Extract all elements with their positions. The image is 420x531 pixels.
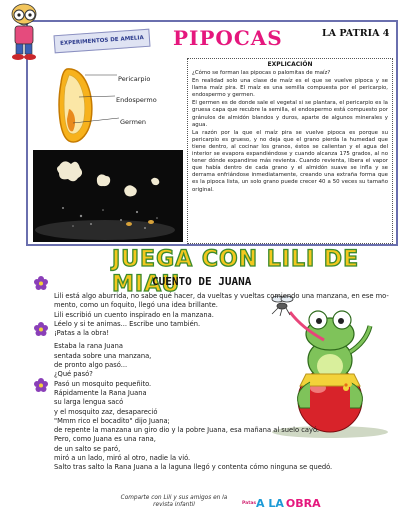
explanation-paragraph: ¿Cómo se forman las pipocas o palomitas de maíz? (192, 70, 331, 76)
story-line: de pronto algo pasó... (54, 361, 128, 370)
story-text (54, 292, 399, 473)
story-line: Lili está algo aburrida, no sabe qué hacer, da vueltas y vueltas comiendo una manzana, en ese mo- (54, 292, 389, 300)
story-line: Pasó un mosquito pequeñito. (54, 379, 152, 388)
story-line: Pero, como Juana es una rana, (54, 435, 156, 444)
flower-icon (34, 378, 48, 392)
flower-icon (34, 276, 48, 290)
story-line: su larga lengua sacó (54, 398, 124, 407)
story-line: sentada sobre una manzana, (54, 351, 152, 360)
story-line: Léelo y si te animas... Escribe uno también. (54, 319, 201, 328)
mascot-illustration (4, 2, 44, 64)
corn-kernel-diagram (55, 65, 173, 147)
story-line: de repente la manzana un giro dio y la pobre Juana, esa mañana al suelo cayó. (54, 426, 320, 435)
logo-text-a: A LA (256, 496, 284, 510)
logo-small-text: Patas (242, 500, 257, 506)
explanation-box (187, 58, 393, 244)
label-endospermo: Endospermo (116, 96, 157, 104)
story-line: Lili escribió un cuento inspirado en la manzana. (54, 310, 214, 319)
popcorn-photo (33, 150, 183, 242)
label-pericarpio: Pericarpio (118, 75, 151, 83)
explanation-heading: EXPLICACIÓN (267, 61, 313, 68)
story-line: Rápidamente la Rana Juana (54, 388, 147, 397)
story-line: mento, como un foquito, llegó una idea brillante. (54, 301, 218, 310)
flower-icon (34, 322, 48, 336)
story-line: "Mmm rico el bocadito" dijo Juana; (54, 416, 170, 425)
story-line: ¡Patas a la obra! (54, 329, 110, 338)
story-line: Salto tras salto la Rana Juana a la laguna llegó y contenta cómo ninguna se quedó. (54, 463, 333, 472)
explanation-paragraph: La razón por la que el maíz pira se vuelve pipoca es porque su pericarpio es grueso, y no deja que el grano pierda la humedad que tiene dentro, al cocinar los granos, éstos se calientan y el agua del interior se evapora expandiéndose y cuando alcanza 175 grados, al no tener dónde expandirse más revienta. Cuando revienta, libera el vapor que había dentro de cada grano y el almidón suave se infla y se derrama enfriándose inmediatamente, creando una extraña forma que es la pipoca lista, un solo grano puede crecer 40 a 50 veces su tamaño original. (192, 129, 388, 193)
story-title: CUENTO DE JUANA (152, 275, 252, 288)
patas-a-la-obra-logo (242, 496, 321, 510)
experiment-tag: EXPERIMENTOS DE AMELIA (53, 29, 150, 54)
story-line: Estaba la rana Juana (54, 342, 123, 351)
explanation-paragraph: En realidad solo una clase de maíz es el que se vuelve pipoca y se llama maíz pira. El maíz es una semilla compuesta por el pericarpio, endospermo y germen. (192, 78, 388, 99)
logo-text-b: OBRA (285, 496, 321, 510)
story-line: ¿Qué pasó? (54, 370, 93, 379)
page-title: PIPOCAS (173, 26, 283, 50)
issue-label: LA PATRIA 4 (322, 28, 390, 39)
explanation-paragraph: El germen es de donde sale el vegetal si se plantara, el pericarpio es la gruesa capa que recubre la semilla, el endospermo está compuesto por gránulos de almidón blandos y duros, aparte de algunos minerales y agua. (192, 100, 388, 128)
section-title: JUEGA CON LILI DE MIAU (112, 247, 360, 297)
story-line: de un salto se paró, (54, 444, 121, 453)
label-germen: Germen (120, 118, 147, 126)
story-line: miró a un lado, miró al otro, nadie la vió. (54, 454, 191, 463)
story-line: y el mosquito zaz, desapareció (54, 407, 158, 416)
footer-note: Comparte con Lili y sus amigos en la revista infantil (120, 495, 228, 508)
